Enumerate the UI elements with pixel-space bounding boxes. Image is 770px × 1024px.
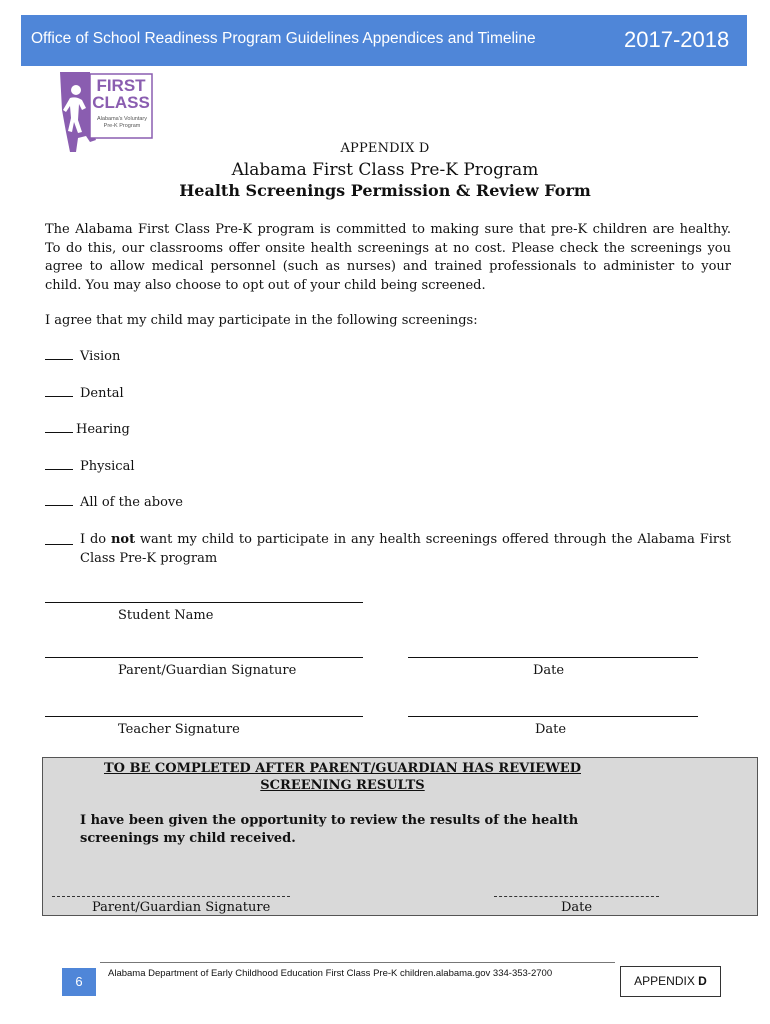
checkbox-blank[interactable] [45,348,73,360]
appendix-label: APPENDIX D [340,141,430,156]
review-heading: TO BE COMPLETED AFTER PARENT/GUARDIAN HAS REVIEWED SCREENING RESULTS [103,761,581,793]
footer-text: Alabama Department of Early Childhood Education First Class Pre-K children.alabama.gov 334-353-2700 [108,968,553,979]
parent-signature-label: Parent/Guardian Signature [118,663,297,678]
teacher-signature-line[interactable] [45,716,363,717]
program-name: Alabama First Class Pre-K Program [231,160,539,180]
opt-out-emphasis: not [110,532,136,547]
student-name-label: Student Name [118,608,214,623]
option-physical[interactable] [45,458,134,474]
page-number: 6 [62,968,96,996]
student-name-line[interactable] [45,602,363,603]
teacher-date-line[interactable] [408,716,698,717]
parent-date-label: Date [533,663,565,678]
header-year: 2017-2018 [624,27,730,52]
option-vision[interactable] [45,348,120,364]
intro-paragraph: The Alabama First Class Pre-K program is committed to making sure that pre-K children are healthy. To do this, our classrooms offer onsite health screenings at no cost. Please check the screenings you agree to allow medical personnel (such as nurses) and trained professionals to administer to your child. You may also choose to opt out of your child being screened. [45,222,731,293]
logo-tagline1: Alabama's Voluntary [97,116,147,122]
opt-out-text: I do not want my child to participate in any health screenings offered through the Alabama First Class Pre-K program [80,532,731,566]
checkbox-blank[interactable] [45,494,73,506]
form-title: Health Screenings Permission & Review Form [179,181,591,200]
option-label: Physical [80,459,135,474]
checkbox-blank[interactable] [45,533,73,545]
option-opt-out[interactable] [45,530,731,568]
option-label: Hearing [76,422,130,437]
option-all[interactable] [45,494,183,510]
header-title: Office of School Readiness Program Guidelines Appendices and Timeline [31,30,536,47]
teacher-date-label: Date [535,722,567,737]
checkbox-blank[interactable] [45,421,73,433]
review-parent-line[interactable] [52,896,290,897]
agree-text: I agree that my child may participate in the following screenings: [45,313,478,328]
logo-line1: FIRST [96,76,146,95]
option-label: Vision [80,349,121,364]
footer-rule [100,962,615,963]
parent-signature-line[interactable] [45,657,363,658]
logo-line2: CLASS [92,93,150,112]
parent-date-line[interactable] [408,657,698,658]
review-parent-label: Parent/Guardian Signature [92,900,271,915]
option-dental[interactable] [45,385,124,401]
review-date-label: Date [561,900,593,915]
option-label: Dental [80,386,124,401]
footer-appendix-box: APPENDIX D [620,966,721,997]
checkbox-blank[interactable] [45,385,73,397]
review-date-line[interactable] [494,896,659,897]
logo-tagline2: Pre-K Program [103,123,141,129]
footer-appendix-letter: D [698,974,707,988]
option-label: All of the above [80,495,183,510]
checkbox-blank[interactable] [45,458,73,470]
review-statement: I have been given the opportunity to review the results of the health screenings my child received. [80,813,579,846]
teacher-signature-label: Teacher Signature [118,722,240,737]
option-hearing[interactable] [45,421,130,437]
